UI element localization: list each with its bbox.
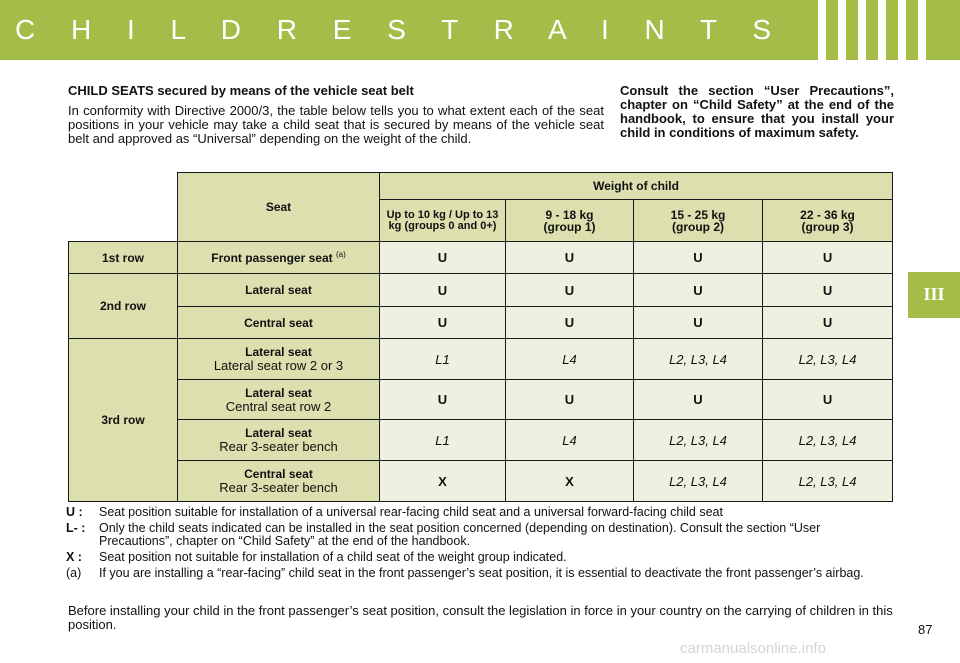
legend-item xyxy=(66,551,894,564)
value-cell: L2, L3, L4 xyxy=(763,420,893,461)
value-cell: U xyxy=(634,307,763,339)
legend-item xyxy=(66,567,894,580)
value-cell: X xyxy=(380,461,506,502)
weight-header: Weight of child xyxy=(380,173,893,200)
value-cell: X xyxy=(506,461,634,502)
intro-section xyxy=(68,84,604,146)
seat-header: Seat xyxy=(178,173,380,242)
seat-name: Lateral seat xyxy=(245,385,312,400)
table-row xyxy=(69,380,893,420)
value-cell: U xyxy=(506,242,634,274)
installation-note: Before installing your child in the front passenger’s seat position, consult the legislation in force in your country on the carrying of children in this position. xyxy=(68,603,893,632)
row-label: 2nd row xyxy=(69,274,178,339)
advice-text: Consult the section “User Precautions”, chapter on “Child Safety” at the end of the handbook, to ensure that you install your child in conditions of maximum safety. xyxy=(620,83,894,140)
value-cell: L4 xyxy=(506,420,634,461)
legend-key: U : xyxy=(66,505,83,519)
value-cell: U xyxy=(763,380,893,420)
group-header: 22 - 36 kg (group 3) xyxy=(763,200,893,242)
legend-text: Seat position not suitable for installation of a child seat of the weight group indicated. xyxy=(99,550,567,564)
stripe xyxy=(858,0,866,60)
legend-text: Only the child seats indicated can be installed in the seat position concerned (depending on destination). Consult the section “User Precautions”, chapter on “Child Safety” at the end of the handbook. xyxy=(99,521,821,548)
table-corner xyxy=(69,173,178,242)
intro-heading: CHILD SEATS secured by means of the vehicle seat belt xyxy=(68,83,414,98)
seat-name: Central seat xyxy=(178,307,380,339)
stripe xyxy=(838,0,846,60)
seat-cell xyxy=(178,461,380,502)
group-header: Up to 10 kg / Up to 13 kg (groups 0 and 0+) xyxy=(380,200,506,242)
seat-position: Rear 3-seater bench xyxy=(219,439,338,454)
group-header: 9 - 18 kg (group 1) xyxy=(506,200,634,242)
seat-name: Lateral seat xyxy=(245,426,312,440)
value-cell: U xyxy=(506,380,634,420)
value-cell: U xyxy=(763,242,893,274)
table-row xyxy=(69,274,893,307)
intro-body: In conformity with Directive 2000/3, the table below tells you to what extent each of the seat positions in your vehicle may take a child seat that is secured by means of the vehicle seat belt and approved as “Universal” depending on the weight of the child. xyxy=(68,103,604,146)
value-cell: L2, L3, L4 xyxy=(634,339,763,380)
legend-key: X : xyxy=(66,550,82,564)
value-cell: U xyxy=(763,274,893,307)
value-cell: U xyxy=(506,274,634,307)
row-label: 3rd row xyxy=(69,339,178,502)
seat-name: Central seat xyxy=(244,467,313,481)
table-legend xyxy=(66,506,894,583)
value-cell: U xyxy=(380,307,506,339)
legend-text: If you are installing a “rear-facing” child seat in the front passenger’s seat position, it is essential to deactivate the front passenger’s airbag. xyxy=(99,566,864,580)
table-row xyxy=(69,461,893,502)
value-cell: U xyxy=(763,307,893,339)
stripe xyxy=(818,0,826,60)
seat-cell xyxy=(178,242,380,274)
chapter-tab-label: III xyxy=(923,284,945,304)
seat-cell xyxy=(178,339,380,380)
seat-name: Lateral seat xyxy=(178,274,380,307)
value-cell: L1 xyxy=(380,420,506,461)
legend-key: L- : xyxy=(66,521,86,535)
row-label: 1st row xyxy=(69,242,178,274)
table-row xyxy=(69,339,893,380)
value-cell: U xyxy=(634,274,763,307)
value-cell: L4 xyxy=(506,339,634,380)
stripe xyxy=(878,0,886,60)
seat-position: Central seat row 2 xyxy=(225,398,332,414)
seat-cell xyxy=(178,380,380,420)
page-title: C H I L D R E S T R A I N T S xyxy=(14,14,786,45)
value-cell: L2, L3, L4 xyxy=(763,339,893,380)
chapter-tab xyxy=(908,272,960,318)
seat-name: Lateral seat xyxy=(245,345,312,359)
legend-key: (a) xyxy=(66,566,82,580)
table-row xyxy=(69,420,893,461)
table-row xyxy=(69,242,893,274)
seat-name: Front passenger seat xyxy=(211,251,333,265)
seat-position: Lateral seat row 2 or 3 xyxy=(213,358,344,373)
page-header xyxy=(0,0,960,60)
value-cell: U xyxy=(634,380,763,420)
seat-position: Rear 3-seater bench xyxy=(219,480,338,495)
value-cell: U xyxy=(380,274,506,307)
legend-text: Seat position suitable for installation of a universal rear-facing child seat and a universal forward-facing child seat xyxy=(99,505,723,519)
table-row xyxy=(69,307,893,339)
value-cell: L2, L3, L4 xyxy=(634,420,763,461)
child-seat-table xyxy=(68,172,893,502)
legend-item xyxy=(66,506,894,519)
stripe xyxy=(918,0,926,60)
value-cell: U xyxy=(506,307,634,339)
page-number: 87 xyxy=(918,622,933,637)
value-cell: L2, L3, L4 xyxy=(634,461,763,502)
value-cell: U xyxy=(380,380,506,420)
value-cell: U xyxy=(634,242,763,274)
legend-item xyxy=(66,522,894,548)
seat-cell xyxy=(178,420,380,461)
value-cell: L1 xyxy=(380,339,506,380)
stripe xyxy=(898,0,906,60)
value-cell: U xyxy=(380,242,506,274)
footnote-marker: (a) xyxy=(335,250,346,259)
watermark: carmanualsonline.info xyxy=(680,640,826,657)
value-cell: L2, L3, L4 xyxy=(763,461,893,502)
group-header: 15 - 25 kg (group 2) xyxy=(634,200,763,242)
